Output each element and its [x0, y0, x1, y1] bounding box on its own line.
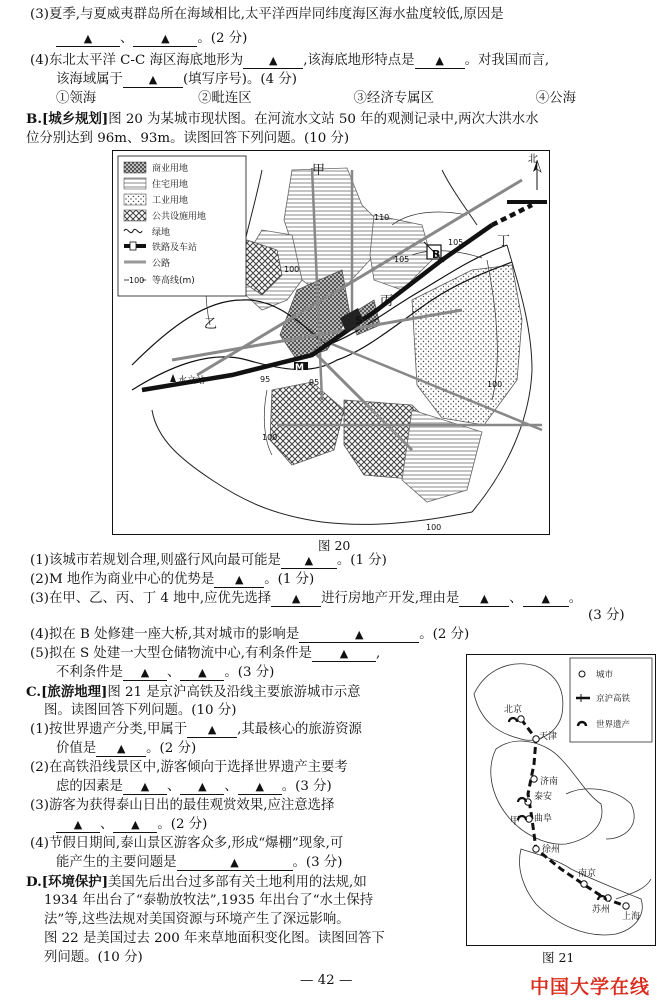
label-hydro-station: 水文站 — [178, 376, 206, 386]
question-4-line-b: 该海域属于 ▲ (填写序号)。(4 分) — [56, 72, 297, 87]
answer-blank[interactable]: ▲ — [56, 818, 100, 833]
fig21-legend-heritage: 世界遗产 — [596, 720, 631, 730]
answer-blank[interactable]: ▲ — [415, 54, 465, 69]
c-question-3a: (3)游客为获得泰山日出的最佳观赏效果,应注意选择 — [30, 798, 335, 813]
answer-blank[interactable]: ▲ — [123, 73, 183, 88]
b-question-5: (5)拟在 S 处建一大型仓储物流中心,有利条件是 ▲ , — [30, 646, 381, 661]
contour-label: 100 — [487, 380, 503, 389]
label-S: S — [355, 314, 363, 327]
answer-blank[interactable]: ▲ — [299, 628, 419, 643]
b-question-4: (4)拟在 B 处修建一座大桥,其对城市的影响是 ▲ 。(2 分) — [30, 627, 470, 642]
label-B: B — [432, 248, 441, 261]
city-tianjin: 天津 — [539, 732, 558, 742]
question-4-line-a: (4)东北太平洋 C-C 海区海底地形为 ▲ ,该海底地形特点是 ▲ 。对我国而言, — [30, 53, 550, 68]
legend-contour-value: 100 — [129, 276, 145, 285]
answer-blank[interactable]: ▲ — [187, 723, 237, 738]
answer-blank[interactable]: ▲ — [96, 742, 146, 757]
legend-public: 公共设施用地 — [152, 212, 207, 222]
legend-contour: 等高线(m) — [152, 276, 195, 286]
option-1: ①领海 — [56, 91, 97, 106]
answer-blank[interactable]: ▲ — [523, 592, 569, 607]
section-b-intro-1: B.[城乡规划]图 20 为某城市现状图。在河流水文站 50 年的观测记录中,两次大洪水水 — [26, 111, 539, 127]
city-suzhou: 苏州 — [592, 905, 611, 915]
answer-blank[interactable]: ▲ — [459, 592, 509, 607]
fig21-legend-railway: 京沪高铁 — [596, 694, 631, 704]
city-taian: 泰安 — [534, 792, 553, 802]
label-jia-fig21: 甲 — [510, 816, 520, 827]
question-3-line-a: (3)夏季,与夏威夷群岛所在海域相比,太平洋西岸同纬度海区海水盐度较低,原因是 — [30, 7, 504, 22]
b-question-1: (1)该城市若规划合理,则盛行风向最可能是 ▲ 。(1 分) — [30, 553, 387, 568]
city-beijing: 北京 — [504, 705, 523, 715]
legend-commercial: 商业用地 — [152, 164, 189, 174]
legend-railway: 铁路及车站 — [152, 243, 198, 253]
answer-blank[interactable]: ▲ — [180, 780, 224, 795]
city-xuzhou: 徐州 — [542, 845, 561, 855]
answer-blank[interactable]: ▲ — [243, 54, 303, 69]
legend-greenland: 绿地 — [152, 228, 171, 238]
figure-20-map — [112, 150, 550, 535]
contour-label: 105 — [448, 238, 464, 247]
section-c-intro-2: 图。读图回答下列问题。(10 分) — [44, 703, 237, 718]
contour-label: 95 — [309, 378, 320, 387]
section-d-intro-3: 法”等,这些法规对美国资源与环境产生了深远影响。 — [44, 912, 350, 927]
legend-residential: 住宅用地 — [152, 180, 189, 190]
section-d-intro-1: D.[环境保护]美国先后出台过多部有关土地利用的法规,如 — [26, 874, 367, 890]
contour-label: 110 — [374, 213, 390, 222]
b-question-3-score: (3 分) — [588, 608, 625, 623]
label-yi: 乙 — [204, 317, 218, 332]
c-question-2a: (2)在高铁沿线景区中,游客倾向于选择世界遗产主要考 — [30, 760, 348, 775]
answer-blank[interactable]: ▲ — [56, 32, 120, 47]
c-question-4b: 能产生的主要问题是 ▲ 。(3 分) — [56, 855, 343, 870]
figure-21-map — [466, 654, 656, 946]
city-nanjing: 南京 — [578, 869, 597, 879]
label-M: M — [295, 363, 304, 373]
c-question-2b: 虑的因素是 ▲ 、 ▲ 、 ▲ 。(3 分) — [56, 779, 332, 794]
option-2: ②毗连区 — [198, 91, 252, 106]
legend-industrial: 工业用地 — [152, 196, 189, 206]
contour-label: 100 — [284, 265, 300, 274]
contour-label: 100 — [426, 523, 442, 532]
figure-21-caption: 图 21 — [542, 950, 575, 965]
section-b-intro-2: 位分别达到 96m、93m。读图回答下列问题。(10 分) — [26, 131, 350, 146]
north-label: 北 — [528, 154, 538, 165]
answer-blank[interactable]: ▲ — [312, 647, 376, 662]
answer-blank[interactable]: ▲ — [180, 666, 224, 681]
answer-blank[interactable]: ▲ — [123, 666, 167, 681]
b-question-2: (2)M 地作为商业中心的优势是 ▲ 。(1 分) — [30, 572, 315, 587]
watermark-logo: 中国大学在线 — [529, 976, 650, 998]
label-jia: 甲 — [312, 163, 326, 178]
answer-blank[interactable]: ▲ — [238, 780, 282, 795]
fig21-legend-city: 城市 — [596, 670, 614, 680]
answer-blank[interactable]: ▲ — [271, 592, 321, 607]
answer-blank[interactable]: ▲ — [214, 573, 264, 588]
section-c-intro-1: C.[旅游地理]图 21 是京沪高铁及沿线主要旅游城市示意 — [26, 684, 361, 700]
c-question-1b: 价值是 ▲ 。(2 分) — [56, 741, 197, 756]
b-question-3: (3)在甲、乙、丙、丁 4 地中,应优先选择 ▲ 进行房地产开发,理由是 ▲ 、 ▲ 。 — [30, 591, 583, 606]
page-number: — 42 — — [300, 973, 353, 988]
c-question-1a: (1)按世界遗产分类,甲属于 ▲ ,其最核心的旅游资源 — [30, 722, 362, 737]
answer-blank[interactable]: ▲ — [133, 32, 197, 47]
contour-label: 105 — [394, 255, 410, 264]
contour-label: 95 — [260, 375, 271, 384]
city-shanghai: 上海 — [622, 912, 641, 922]
city-qufu: 曲阜 — [534, 814, 553, 824]
legend-road: 公路 — [152, 259, 171, 269]
section-d-intro-5: 列问题。(10 分) — [44, 950, 143, 965]
b-question-5b: 不利条件是 ▲ 、 ▲ 。(3 分) — [56, 665, 275, 680]
answer-blank[interactable]: ▲ — [177, 856, 293, 871]
city-jinan: 济南 — [540, 777, 559, 787]
c-question-3b: ▲ 、 ▲ 。(2 分) — [56, 816, 207, 834]
question-4-options — [56, 90, 576, 108]
c-question-4a: (4)节假日期间,泰山景区游客众多,形成“爆棚”现象,可 — [30, 836, 344, 851]
option-3: ③经济专属区 — [353, 91, 434, 106]
answer-blank[interactable]: ▲ — [123, 780, 167, 795]
question-3-line-b: ▲ 、 ▲ 。(2 分) — [56, 30, 247, 48]
section-d-intro-2: 1934 年出台了“泰勒放牧法”,1935 年出台了“水土保持 — [44, 893, 374, 908]
contour-label: 100 — [262, 433, 278, 442]
section-d-intro-4: 图 22 是美国过去 200 年来草地面积变化图。读图回答下 — [44, 931, 385, 946]
label-bing: 丙 — [380, 294, 394, 309]
option-4: ④公海 — [535, 91, 576, 106]
label-ding: 丁 — [497, 234, 511, 249]
figure-20-caption: 图 20 — [318, 538, 351, 553]
answer-blank[interactable]: ▲ — [113, 818, 157, 833]
answer-blank[interactable]: ▲ — [281, 554, 337, 569]
